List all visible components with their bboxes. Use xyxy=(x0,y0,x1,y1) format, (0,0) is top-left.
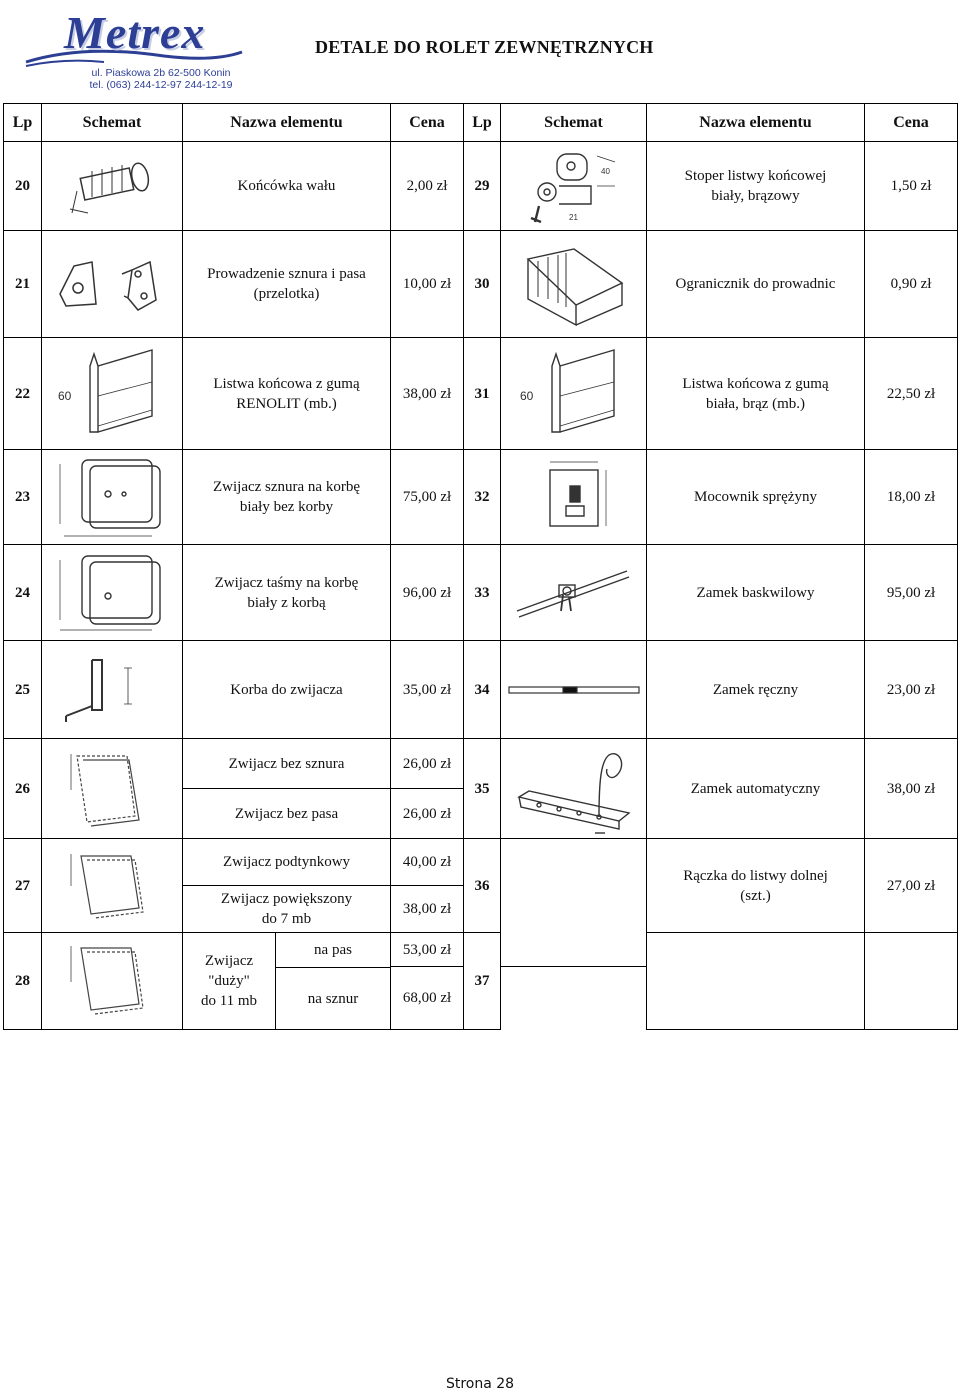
item-name: Listwa końcowa z gumą RENOLIT (mb.) xyxy=(183,338,391,450)
item-variant: na pas xyxy=(276,933,390,968)
item-price: 26,00 zł xyxy=(391,739,464,789)
shaft-end-icon xyxy=(42,142,183,231)
crank-winder-icon xyxy=(42,450,183,545)
dim-label: 21 xyxy=(568,213,578,222)
table-row xyxy=(4,231,958,338)
item-number: 23 xyxy=(4,450,42,545)
item-number: 32 xyxy=(464,450,501,545)
item-name: Zwijacz powiększony do 7 mb xyxy=(183,886,391,933)
crank-winder-icon xyxy=(42,545,183,641)
table-row xyxy=(4,933,958,967)
table-row xyxy=(4,545,958,641)
item-price: 38,00 zł xyxy=(391,886,464,933)
item-number: 27 xyxy=(4,839,42,933)
stopper-icon xyxy=(501,142,647,231)
item-number: 22 xyxy=(4,338,42,450)
item-number: 21 xyxy=(4,231,42,338)
item-number: 26 xyxy=(4,739,42,839)
item-name: Zamek baskwilowy xyxy=(647,545,865,641)
item-number: 31 xyxy=(464,338,501,450)
item-name: Zamek ręczny xyxy=(647,641,865,739)
item-number: 35 xyxy=(464,739,501,839)
item-number: 28 xyxy=(4,933,42,1030)
item-price: 95,00 zł xyxy=(865,545,958,641)
cord-guide-icon xyxy=(42,231,183,338)
item-name: Korba do zwijacza xyxy=(183,641,391,739)
item-number: 25 xyxy=(4,641,42,739)
item-price xyxy=(865,933,958,1030)
dim-label: 60 xyxy=(58,388,72,403)
item-price: 0,90 zł xyxy=(865,231,958,338)
page-number: Strona 28 xyxy=(445,1376,515,1392)
item-name: Zwijacz taśmy na korbę biały z korbą xyxy=(183,545,391,641)
header-cena: Cena xyxy=(865,104,958,142)
table-row xyxy=(4,450,958,545)
logo-address xyxy=(86,67,236,91)
item-name: Zwijacz bez pasa xyxy=(183,789,391,839)
item-price: 26,00 zł xyxy=(391,789,464,839)
end-bar-icon xyxy=(501,338,647,450)
item-name: Ogranicznik do prowadnic xyxy=(647,231,865,338)
table-row xyxy=(4,839,958,886)
item-name: Stoper listwy końcowej biały, brązowy xyxy=(647,142,865,231)
item-price: 1,50 zł xyxy=(865,142,958,231)
large-winder-icon xyxy=(42,933,183,1030)
dim-label: 60 xyxy=(519,388,533,403)
bottom-bar-handle-cell xyxy=(501,839,647,967)
company-address: ul. Piaskowa 2b 62-500 Konin xyxy=(91,67,231,79)
item-name: Zamek automatyczny xyxy=(647,739,865,839)
item-name: Listwa końcowa z gumą biała, brąz (mb.) xyxy=(647,338,865,450)
price-table xyxy=(3,103,958,1030)
manual-lock-icon xyxy=(501,641,647,739)
header-schemat: Schemat xyxy=(501,104,647,142)
dim-label: 40 xyxy=(600,167,610,176)
item-price: 53,00 zł xyxy=(391,933,464,967)
item-name: Zwijacz podtynkowy xyxy=(183,839,391,886)
crank-handle-icon xyxy=(42,641,183,739)
item-price: 96,00 zł xyxy=(391,545,464,641)
header-lp: Lp xyxy=(4,104,42,142)
item-number: 37 xyxy=(464,933,501,1030)
document-title: DETALE DO ROLET ZEWNĘTRZNYCH xyxy=(315,37,654,57)
item-price: 18,00 zł xyxy=(865,450,958,545)
item-name xyxy=(647,933,865,1030)
rail-limiter-icon xyxy=(501,231,647,338)
flush-winder-icon xyxy=(42,839,183,933)
table-header-row xyxy=(4,104,958,142)
item-name: Końcówka wału xyxy=(183,142,391,231)
item-number: 29 xyxy=(464,142,501,231)
item-price: 75,00 zł xyxy=(391,450,464,545)
item-variant: na sznur xyxy=(307,990,359,1007)
item-name: Prowadzenie sznura i pasa (przelotka) xyxy=(183,231,391,338)
item-number: 24 xyxy=(4,545,42,641)
item-price: 23,00 zł xyxy=(865,641,958,739)
item-price: 35,00 zł xyxy=(391,641,464,739)
header-schemat: Schemat xyxy=(42,104,183,142)
item-price: 38,00 zł xyxy=(865,739,958,839)
item-price: 2,00 zł xyxy=(391,142,464,231)
item-price: 22,50 zł xyxy=(865,338,958,450)
header-cena: Cena xyxy=(391,104,464,142)
item-number: 33 xyxy=(464,545,501,641)
item-name: Zwijacz bez sznura xyxy=(183,739,391,789)
item-number: 30 xyxy=(464,231,501,338)
header-lp: Lp xyxy=(464,104,501,142)
automatic-lock-icon xyxy=(501,739,647,839)
item-name: Rączka do listwy dolnej (szt.) xyxy=(647,839,865,933)
table-row xyxy=(4,142,958,231)
table-row xyxy=(4,739,958,789)
item-price: 27,00 zł xyxy=(865,839,958,933)
header-nazwa: Nazwa elementu xyxy=(647,104,865,142)
large-winder-group-cell xyxy=(183,933,391,1030)
item-price: 40,00 zł xyxy=(391,839,464,886)
header-nazwa: Nazwa elementu xyxy=(183,104,391,142)
table-row xyxy=(4,641,958,739)
espagnolette-lock-icon xyxy=(501,545,647,641)
item-price: 68,00 zł xyxy=(391,967,464,1030)
company-logo xyxy=(24,4,246,92)
spring-mount-icon xyxy=(501,450,647,545)
item-price: 10,00 zł xyxy=(391,231,464,338)
item-price: 38,00 zł xyxy=(391,338,464,450)
item-number: 36 xyxy=(464,839,501,933)
end-bar-icon xyxy=(42,338,183,450)
item-number: 20 xyxy=(4,142,42,231)
winder-without-cord-icon xyxy=(42,739,183,839)
item-number: 34 xyxy=(464,641,501,739)
table-row xyxy=(4,338,958,450)
item-name: Mocownik sprężyny xyxy=(647,450,865,545)
item-name: Zwijacz sznura na korbę biały bez korby xyxy=(183,450,391,545)
company-phone: tel. (063) 244-12-97 244-12-19 xyxy=(89,79,233,91)
logo-text: Metrex xyxy=(64,7,206,58)
item-name: Zwijacz "duży" do 11 mb xyxy=(183,933,276,1029)
